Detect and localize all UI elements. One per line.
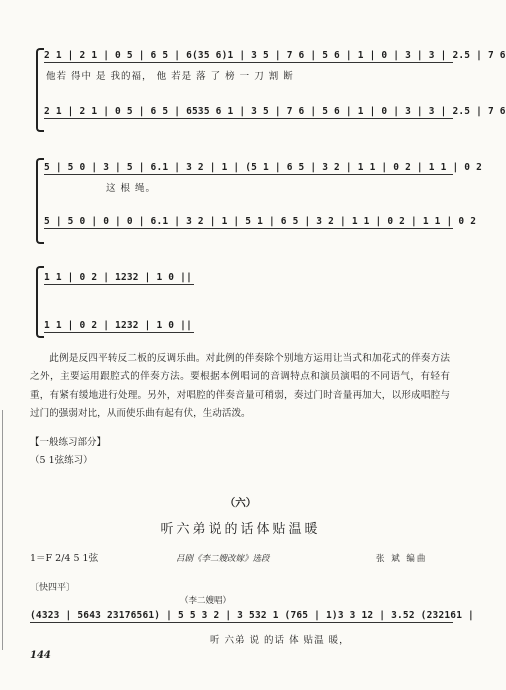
numbered-notation-melody: (4323 | 5643 23176561) | 5 5 3 2 | 3 532 1 (765 | 1)3 3 12 | 3.52 (232161 | xyxy=(30,610,474,621)
lyrics-line: 他若 得中 是 我的福， 他 若是 落 了 榜 一 刀 割 断 xyxy=(46,71,294,82)
numbered-notation-accompaniment: 1 1 | 0 2 | 1232 | 1 0 || xyxy=(44,320,192,331)
piece-number: （六） xyxy=(224,497,257,509)
lyrics-line: 听 六弟 说 的话 体 贴温 暖， xyxy=(210,635,350,646)
numbered-notation-voice: 2 1 | 2 1 | 0 5 | 6 5 | 6(35 6)1 | 3 5 | 7 6 | 5 6 | 1 | 0 | 3 | 3 | 2.5 | 7 6 xyxy=(44,50,506,61)
numbered-notation-accompaniment: 5 | 5 0 | 0 | 0 | 6.1 | 3 2 | 1 | 5 1 | 6 5 | 3 2 | 1 1 | 0 2 | 1 1 | 0 2 xyxy=(44,216,477,227)
numbered-notation-voice: 1 1 | 0 2 | 1232 | 1 0 || xyxy=(44,272,192,283)
system-brace xyxy=(36,266,44,338)
lyrics-line: 这 根 绳。 xyxy=(106,183,157,194)
tempo-marking: 〔快四平〕 xyxy=(30,583,76,593)
piece-title: 听六弟说的话体贴温暖 xyxy=(160,522,321,537)
source-note: 吕剧《李二嫂改嫁》选段 xyxy=(176,554,270,564)
key-signature: 1＝F 2/4 5 1弦 xyxy=(30,553,99,564)
numbered-notation-voice: 5 | 5 0 | 3 | 5 | 6.1 | 3 2 | 1 | (5 1 | 6 5 | 3 2 | 1 1 | 0 2 | 1 1 | 0 2 xyxy=(44,162,483,173)
role-marking: （李二嫂唱） xyxy=(180,596,232,606)
numbered-notation-accompaniment: 2 1 | 2 1 | 0 5 | 6 5 | 6535 6 1 | 3 5 | 7 6 | 5 6 | 1 | 0 | 3 | 3 | 2.5 | 7 6 xyxy=(44,106,506,117)
system-brace xyxy=(36,158,44,244)
exercise-label: （5 1弦练习） xyxy=(30,455,93,466)
page-number: 144 xyxy=(30,650,51,661)
system-brace xyxy=(36,48,44,132)
composer-credit: 张 斌 编曲 xyxy=(376,554,428,564)
section-heading: 【一般练习部分】 xyxy=(30,437,107,448)
commentary-paragraph: 此例是反四平转反二板的反调乐曲。对此例的伴奏除个别地方运用让当式和加花式的伴奏方法之外，主要运用跟腔式的伴奏方法。要根据本例唱词的音调特点和演员演唱的不同语气，有轻有重，有紧有缓地进行处理。另外，对唱腔的伴奏音量可稍弱，奏过门时音量再加大，以形成唱腔与过门的强弱对比，从而使乐曲有起有伏，生动活泼。 xyxy=(30,353,450,420)
